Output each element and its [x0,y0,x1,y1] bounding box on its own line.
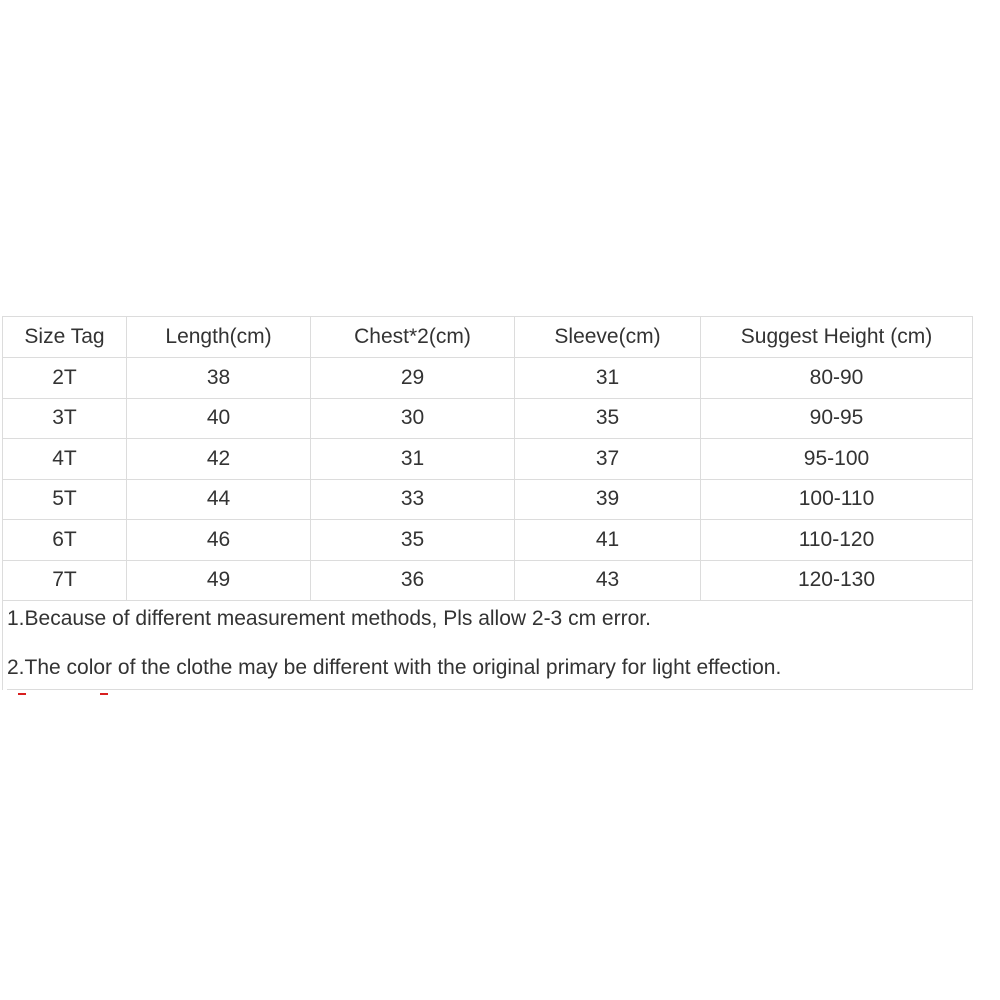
header-sleeve: Sleeve(cm) [515,317,701,358]
notes-cell [3,601,973,691]
sleeve-cell: 43 [515,560,701,601]
size-tag-cell: 2T [3,358,127,399]
size-chart-table [2,316,973,690]
notes-row [3,601,973,691]
table-header-row [3,317,973,358]
notes-block [7,601,972,690]
table-row [3,439,973,480]
sleeve-cell: 41 [515,520,701,561]
sleeve-cell: 31 [515,358,701,399]
table-row [3,560,973,601]
table-row [3,479,973,520]
header-length: Length(cm) [127,317,311,358]
chest-cell: 35 [311,520,515,561]
height-cell: 95-100 [701,439,973,480]
size-tag-cell: 7T [3,560,127,601]
height-cell: 90-95 [701,398,973,439]
header-size-tag: Size Tag [3,317,127,358]
height-cell: 100-110 [701,479,973,520]
table-row [3,520,973,561]
length-cell: 46 [127,520,311,561]
chest-cell: 31 [311,439,515,480]
size-tag-cell: 6T [3,520,127,561]
size-tag-cell: 5T [3,479,127,520]
chest-cell: 29 [311,358,515,399]
sleeve-cell: 35 [515,398,701,439]
chest-cell: 30 [311,398,515,439]
height-cell: 80-90 [701,358,973,399]
table-row [3,358,973,399]
chest-cell: 36 [311,560,515,601]
length-cell: 38 [127,358,311,399]
length-cell: 49 [127,560,311,601]
length-cell: 44 [127,479,311,520]
height-cell: 110-120 [701,520,973,561]
size-tag-cell: 4T [3,439,127,480]
red-mark-left [18,693,26,695]
height-cell: 120-130 [701,560,973,601]
table-row [3,398,973,439]
header-suggest-height: Suggest Height (cm) [701,317,973,358]
note-measurement-error: 1.Because of different measurement methods, Pls allow 2-3 cm error. [7,607,651,630]
red-mark-right [100,693,108,695]
header-chest: Chest*2(cm) [311,317,515,358]
length-cell: 42 [127,439,311,480]
sleeve-cell: 37 [515,439,701,480]
length-cell: 40 [127,398,311,439]
note-color-difference: 2.The color of the clothe may be different with the original primary for light effection. [7,656,782,679]
size-tag-cell: 3T [3,398,127,439]
chest-cell: 33 [311,479,515,520]
sleeve-cell: 39 [515,479,701,520]
